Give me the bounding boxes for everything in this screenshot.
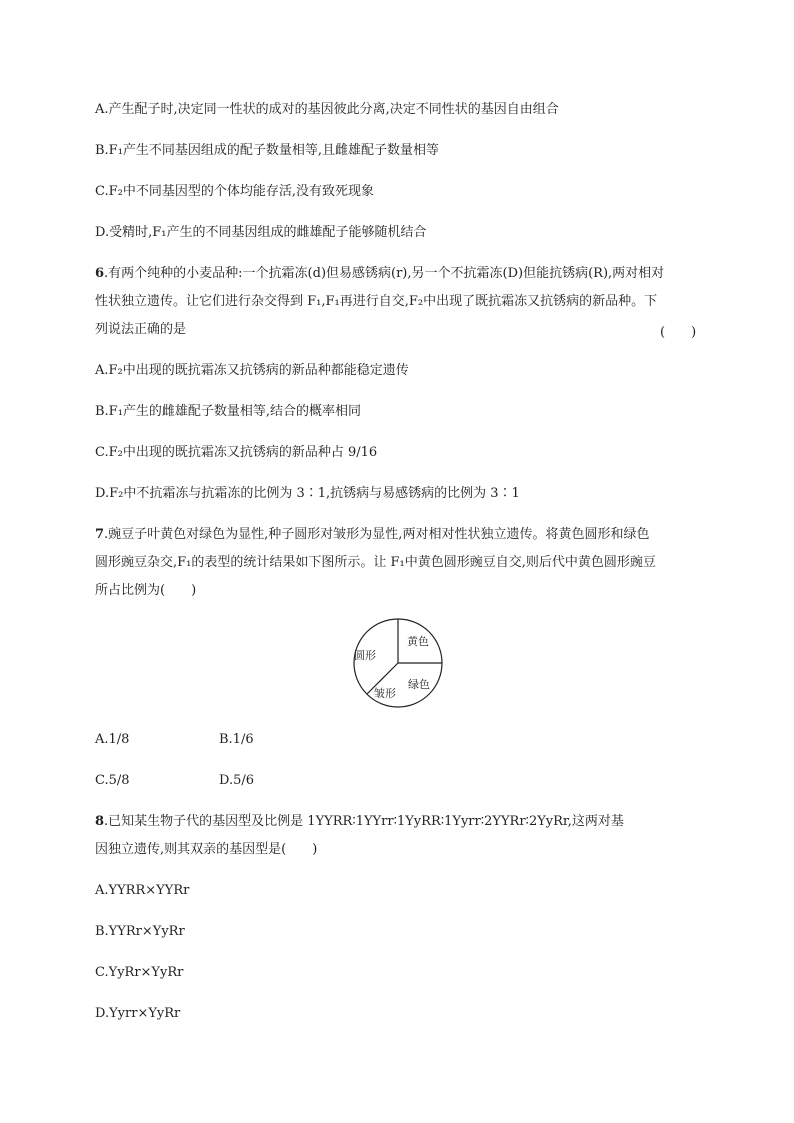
q8-option-c: C.YyRr×YyRr [95, 965, 184, 980]
q6-text-1: .有两个纯种的小麦品种:一个抗霜冻(d)但易感锈病(r),另一个不抗霜冻(D)但能抗锈病(R),两对相对 [104, 266, 665, 281]
q6-answer-paren: ( ) [660, 325, 697, 340]
q5-option-b: B.F₁产生不同基因组成的配子数量相等,且雌雄配子数量相等 [95, 143, 440, 158]
q7-option-a: A.1/8 [95, 732, 130, 747]
q6-stem-line1 [95, 265, 664, 283]
q7-stem-line3: 所占比例为( ) [95, 583, 197, 598]
pie-label-round: 圆形 [354, 649, 376, 662]
pie-label-yellow: 黄色 [407, 635, 429, 648]
q7-stem-line1 [95, 526, 649, 544]
q8-option-a: A.YYRR×YYRr [95, 883, 190, 898]
q8-text-1: .已知某生物子代的基因型及比例是 1YYRR∶1YYrr∶1YyRR∶1Yyrr∶2YYRr∶2YyRr,这两对基 [104, 814, 624, 829]
pie-diagram [350, 615, 446, 711]
q8-stem-line1 [95, 813, 624, 831]
q6-stem-line3: 列说法正确的是 [95, 322, 187, 337]
q8-number: 8 [95, 814, 105, 829]
q6-option-d: D.F₂中不抗霜冻与抗霜冻的比例为 3∶1,抗锈病与易感锈病的比例为 3∶1 [95, 486, 520, 501]
q8-stem-line2: 因独立遗传,则其双亲的基因型是( ) [95, 842, 318, 857]
q6-option-c: C.F₂中出现的既抗霜冻又抗锈病的新品种占 9/16 [95, 445, 378, 460]
q8-option-b: B.YYRr×YyRr [95, 924, 185, 939]
q7-option-d: D.5/6 [219, 773, 255, 788]
q5-option-a: A.产生配子时,决定同一性状的成对的基因彼此分离,决定不同性状的基因自由组合 [95, 102, 559, 117]
q7-option-c: C.5/8 [95, 773, 130, 788]
q7-option-b: B.1/6 [219, 732, 254, 747]
q5-option-c: C.F₂中不同基因型的个体均能存活,没有致死现象 [95, 184, 374, 199]
q7-stem-line2: 圆形豌豆杂交,F₁的表型的统计结果如下图所示。让 F₁中黄色圆形豌豆自交,则后代中黄色圆形豌豆 [95, 555, 656, 570]
pie-label-wrinkled: 皱形 [374, 687, 396, 700]
q6-option-b: B.F₁产生的雌雄配子数量相等,结合的概率相同 [95, 404, 362, 419]
q6-stem-line2: 性状独立遗传。让它们进行杂交得到 F₁,F₁再进行自交,F₂中出现了既抗霜冻又抗锈病的新品种。下 [95, 294, 658, 309]
q8-option-d: D.Yyrr×YyRr [95, 1006, 181, 1021]
q6-option-a: A.F₂中出现的既抗霜冻又抗锈病的新品种都能稳定遗传 [95, 363, 409, 378]
q7-text-1: .豌豆子叶黄色对绿色为显性,种子圆形对皱形为显性,两对相对性状独立遗传。将黄色圆形和绿色 [104, 527, 650, 542]
q5-option-d: D.受精时,F₁产生的不同基因组成的雌雄配子能够随机结合 [95, 225, 427, 240]
pie-label-green: 绿色 [408, 678, 430, 691]
q6-number: 6 [95, 266, 105, 281]
q7-number: 7 [95, 527, 105, 542]
